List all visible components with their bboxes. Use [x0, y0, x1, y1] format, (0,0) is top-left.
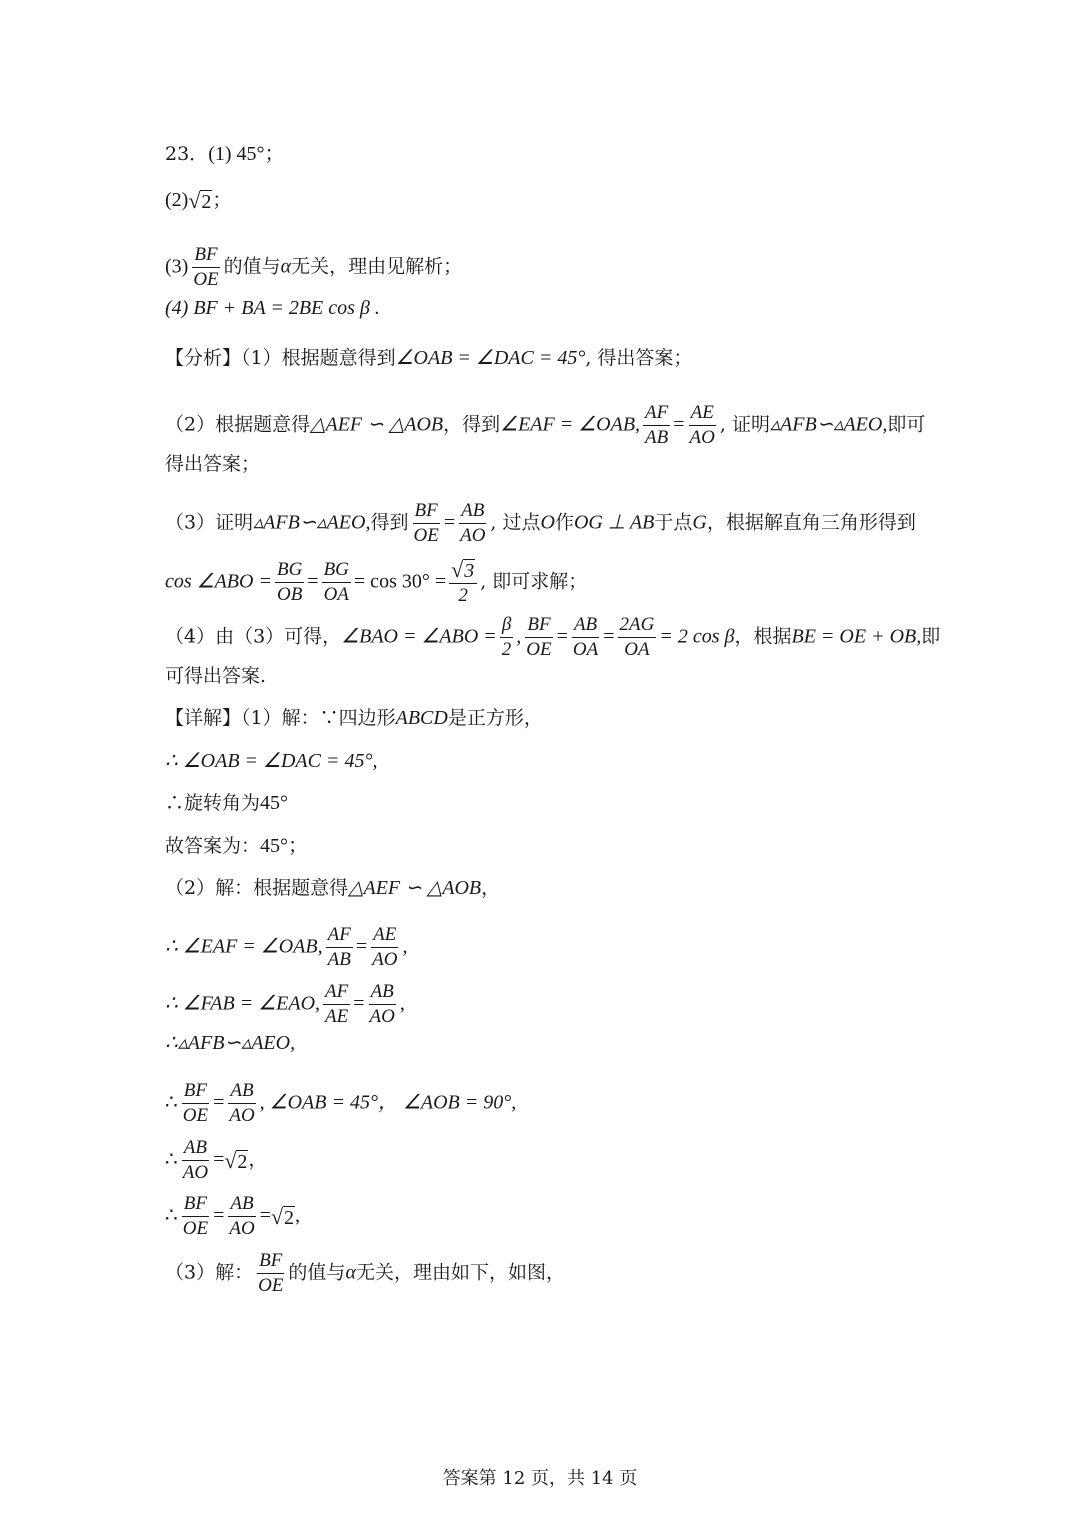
denominator: 2 [458, 585, 468, 606]
analysis-2-cont [165, 452, 260, 476]
math: △AEF ∽ △AOB [310, 413, 444, 436]
text: 无关，理由见解析； [291, 255, 463, 278]
solution-7 [165, 981, 405, 1028]
denominator: AO [182, 1162, 209, 1183]
answer-3-prefix: (3) [165, 255, 189, 278]
sqrt-radicand: 2 [284, 1206, 295, 1229]
denominator: OA [624, 639, 650, 660]
numerator: AE [689, 402, 716, 426]
fraction [275, 559, 304, 606]
sqrt: √ 2 [270, 1203, 295, 1229]
sqrt: √ 2 [188, 188, 212, 213]
therefore: ∴ [165, 1204, 178, 1227]
fraction [411, 500, 440, 547]
math: 45° [260, 792, 289, 814]
comma: , [399, 992, 405, 1015]
alpha-symbol: α [280, 255, 292, 278]
math: BE = OE + OB, [791, 625, 922, 648]
answer-3 [165, 244, 462, 291]
math: OG ⊥ AB [573, 511, 655, 534]
text: （1）根据题意得到 [241, 347, 396, 369]
text: 可得出答案. [165, 665, 267, 687]
denominator: AB [645, 427, 669, 448]
text: , 证明 [719, 413, 770, 436]
analysis-3-cont [165, 558, 587, 607]
text: , 得出答案； [585, 347, 693, 369]
denominator: AO [229, 1105, 255, 1126]
fraction [449, 558, 477, 607]
denominator: OE [526, 639, 552, 660]
equals: = [213, 1204, 225, 1227]
analysis-2 [165, 402, 925, 449]
math: ▵AFB∽▵AEO, [253, 511, 371, 534]
math: ∠OAB = ∠DAC = 45° [395, 347, 586, 369]
sqrt-radicand: 3 [464, 560, 475, 582]
solution-1 [165, 706, 543, 730]
numerator: BF [257, 1250, 284, 1274]
analysis-4-cont [165, 664, 266, 688]
denominator: 2 [501, 639, 512, 660]
sqrt-radicand: 2 [201, 191, 212, 213]
denominator: OE [258, 1275, 284, 1296]
numerator: BG [275, 559, 304, 583]
numerator: AB [228, 1080, 255, 1104]
text: ，根据 [734, 625, 792, 648]
solution-2 [165, 749, 377, 773]
numerator: BF [192, 244, 219, 268]
equals: = [673, 413, 685, 436]
text: ，根据解直角三角形得到 [706, 511, 916, 534]
solution-9 [165, 1080, 516, 1127]
solution-10 [165, 1137, 267, 1184]
equals: = [355, 935, 368, 958]
text: （3）证明 [165, 511, 254, 534]
text: 是正方形， [447, 707, 543, 729]
text: , 过点 [490, 511, 541, 534]
numerator: 2AG [618, 614, 657, 638]
text: , 即可求解； [480, 570, 588, 593]
sqrt: √ 2 [224, 1147, 248, 1173]
text: 的值与 [223, 255, 281, 278]
answer-4 [165, 296, 380, 320]
math: △AEF ∽ △AOB [348, 877, 482, 899]
denominator: OB [276, 584, 303, 605]
math: O [540, 511, 555, 534]
fraction [500, 614, 514, 661]
fraction [181, 1137, 210, 1184]
equals: = [556, 625, 568, 648]
numerator: AF [323, 981, 350, 1005]
math: ∴ ∠FAB = ∠EAO, [165, 992, 321, 1015]
comma: , [402, 935, 408, 958]
math: , ∠OAB = 45°， ∠AOB = 90°, [259, 1091, 517, 1114]
answer-1 [165, 142, 285, 166]
numerator [449, 558, 477, 584]
equals: = [213, 1148, 225, 1171]
fraction [524, 614, 553, 661]
fraction [191, 244, 220, 291]
equals: = [443, 511, 456, 534]
question-number: 23． [165, 143, 209, 165]
math: 45°； [260, 835, 309, 857]
answer-4-text: (4) BF + BA = 2BE cos β . [165, 297, 380, 319]
therefore: ∴ [165, 1148, 178, 1171]
text: 即可 [887, 413, 926, 436]
fraction [571, 614, 600, 661]
text: 得到 [370, 511, 409, 534]
math: ∴ ∠OAB = ∠DAC = 45°, [165, 750, 378, 772]
text: 即 [921, 625, 941, 648]
analysis-4 [165, 614, 940, 661]
numerator: β [500, 614, 513, 638]
solution-6 [165, 924, 407, 971]
comma: , [295, 1204, 301, 1227]
text: 于点 [654, 511, 693, 534]
text: ，得到 [443, 413, 501, 436]
comma: ， [248, 1148, 268, 1171]
numerator: AB [369, 981, 396, 1005]
numerator: BF [525, 614, 552, 638]
text: 得出答案； [165, 453, 261, 475]
denominator: AO [229, 1218, 255, 1239]
numerator: BF [182, 1193, 209, 1217]
numerator: AE [371, 924, 398, 948]
text: （3）解： [165, 1261, 254, 1284]
analysis-tag: 【分析】 [165, 347, 242, 369]
denominator: OE [182, 1105, 209, 1126]
text: ， [481, 877, 501, 899]
fraction [643, 402, 670, 449]
analysis-3 [165, 500, 916, 547]
text: （1）解：∵四边形 [241, 707, 396, 729]
numerator: BG [322, 559, 351, 583]
equals: = [307, 570, 319, 593]
math: ∠EAF = ∠OAB, [500, 413, 641, 436]
analysis-1 [165, 346, 692, 370]
sqrt-radicand: 2 [237, 1150, 248, 1173]
math: ∴▵AFB∽▵AEO, [165, 1032, 296, 1054]
denominator: OE [413, 525, 439, 546]
numerator: BF [413, 500, 440, 524]
text: 的值与 [288, 1261, 346, 1284]
numerator: AB [459, 500, 486, 524]
answer-2-prefix: (2) [165, 189, 189, 211]
fraction [370, 924, 399, 971]
fraction [458, 500, 487, 547]
numerator: AB [572, 614, 599, 638]
equals: = [353, 992, 365, 1015]
fraction [688, 402, 717, 449]
numerator: BF [182, 1080, 209, 1104]
solution-11 [165, 1193, 300, 1240]
denominator: OA [323, 584, 349, 605]
page-footer: 答案第 12 页，共 14 页 [442, 1468, 638, 1489]
numerator: AB [228, 1193, 255, 1217]
text: 无关，理由如下，如图， [355, 1261, 565, 1284]
denominator: AO [372, 949, 398, 970]
denominator: OE [193, 269, 219, 290]
math: ∠BAO = ∠ABO = [341, 625, 497, 648]
math: = cos 30° = [353, 570, 447, 593]
denominator: AB [327, 949, 351, 970]
therefore: ∴ [165, 1091, 178, 1114]
fraction [227, 1080, 256, 1127]
text: 作 [554, 511, 574, 534]
math: ▵AFB∽▵AEO, [769, 413, 888, 436]
math: ∴ ∠EAF = ∠OAB, [165, 935, 323, 958]
answer-1-text: (1) 45°； [208, 143, 285, 165]
denominator: AO [689, 427, 715, 448]
denominator: OE [182, 1218, 209, 1239]
text: （2）解：根据题意得 [165, 877, 349, 899]
fraction [323, 981, 350, 1028]
alpha-symbol: α [345, 1261, 356, 1284]
solution-5 [165, 876, 500, 900]
denominator: AE [325, 1006, 349, 1027]
text: （2）根据题意得 [165, 413, 311, 436]
equals: = [259, 1204, 271, 1227]
fraction [368, 981, 397, 1028]
fraction [322, 559, 351, 606]
fraction [181, 1080, 210, 1127]
text: 故答案为： [165, 835, 261, 857]
numerator: AF [643, 402, 670, 426]
math: cos ∠ABO = [165, 570, 272, 593]
fraction [326, 924, 353, 971]
denominator: OA [572, 639, 599, 660]
math: G [692, 511, 707, 534]
text: ∴旋转角为 [165, 792, 261, 814]
numerator: AF [326, 924, 353, 948]
answer-2-suffix: ； [212, 189, 232, 211]
fraction [227, 1193, 256, 1240]
solution-8 [165, 1031, 295, 1055]
numerator: AB [182, 1137, 209, 1161]
math: ABCD [395, 707, 448, 729]
equals: = [213, 1091, 225, 1114]
sqrt: √ 3 [451, 557, 475, 582]
solution-4 [165, 834, 308, 858]
solution-3 [165, 791, 288, 815]
fraction [256, 1250, 285, 1297]
comma: , [516, 625, 522, 648]
fraction [618, 614, 657, 661]
solution-tag: 【详解】 [165, 707, 242, 729]
solution-12 [165, 1250, 565, 1297]
denominator: AO [460, 525, 486, 546]
answer-2 [165, 188, 231, 213]
denominator: AO [369, 1006, 395, 1027]
equals: = [603, 625, 615, 648]
text: （4）由（3）可得， [165, 625, 342, 648]
math: = 2 cos β [659, 625, 735, 648]
fraction [181, 1193, 210, 1240]
